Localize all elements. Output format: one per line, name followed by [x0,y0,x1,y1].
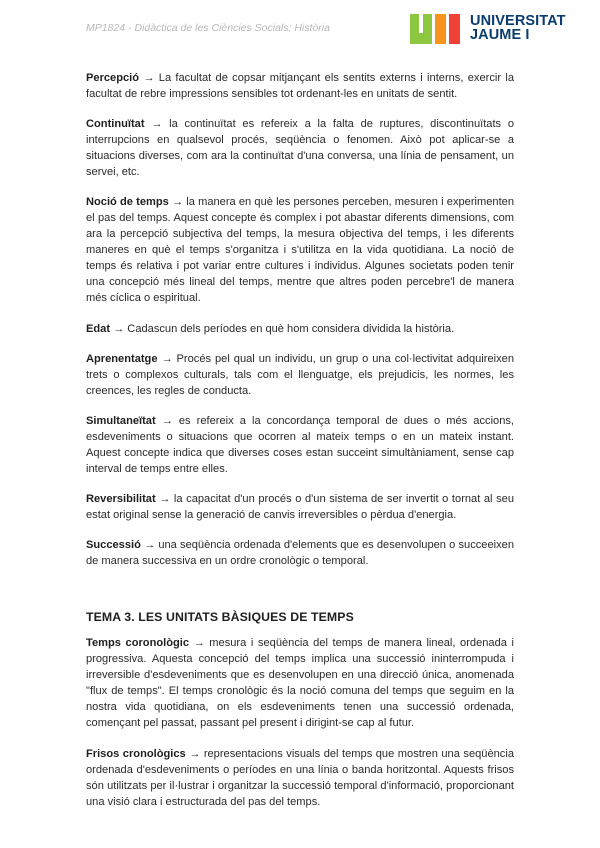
definition-term: Reversibilitat [86,493,156,506]
definition-term: Frisos cronològics [86,747,186,760]
university-logo [410,14,580,44]
definition-simultaneitat [86,413,514,477]
definition-term: Continuïtat [86,118,145,131]
logo-line-2: JAUME I [470,27,530,43]
definition-text: → la manera en què les persones perceben, mesuren i experimenten el pas del temps. Aquest concepte és complex i pot abastar diferents dimensions, com ara la percepció subjectiva del temps, la mesura objectiva del temps, i les diferents maneres en què el temps s'organitza i s'utilitza en la vida quotidiana. La noció de temps és relativa i pot variar entre cultures i individus. Algunes societats poden tenir una concepció més lineal del temps, mentre que altres poden percebre'l de manera més cíclica o espiritual. [86,196,514,305]
definition-term: Percepció [86,72,140,84]
definition-frisos-cronologics [86,746,514,810]
definition-text: → mesura i seqüència del temps de manera lineal, ordenada i progressiva. Aquesta concepció del temps implica una successió ininterrompuda i irreversible d'esdeveniments que es desenvolupen en una direcció única, anomenada "flux de temps". El temps cronològic és la noció comuna del temps que seguim en la nostra vida quotidiana, on els esdeveniments tenen una successió ordenada, començant pel passat, passant pel present i dirigint-se cap al futur. [86,637,514,730]
definition-continuitat [86,116,514,180]
definition-text: → La facultat de copsar mitjançant els sentits externs i interns, exercir la facultat de rebre impressions sensibles tot ordenant-les en unitats de sentit. [86,72,514,100]
definition-term: Noció de temps [86,196,169,209]
definition-text: → una seqüència ordenada d'elements que es desenvolupen o succeeixen de manera successiva en un ordre cronològic o temporal. [86,539,514,568]
definition-text: → la capacitat d'un procés o d'un sistema de ser invertit o tornat al seu estat original sense la generació de canvis irreversibles o pèrdua d'energia. [86,493,514,522]
definition-reversibilitat [86,491,514,523]
definition-temps-cronologic [86,635,514,731]
definition-text: → es refereix a la concordança temporal de dues o més accions, esdeveniments o situacions que ocorren al mateix temps o en un mateix instant. Aquest concepte indica que diverses coses estan succeint simultàniament, sense cap interval de temps entre elles. [86,414,514,475]
section-title: TEMA 3. LES UNITATS BÀSIQUES DE TEMPS [86,610,354,625]
definition-text: → Procés pel qual un individu, un grup o una col·lectivitat adquireixen trets o complexos culturals, tals com el llenguatge, els prejudicis, les normes, les creences, les regles de conducta. [86,352,514,397]
definition-text: → representacions visuals del temps que mostren una seqüència ordenada d'esdeveniments o períodes en una línia o banda horitzontal. Aquests frisos són utilitzats per il·lustrar i organitzar la successió temporal d'informació, proporcionant una visió clara i estructurada del pas del temps. [86,747,514,808]
logo-line-1: UNIVERSITAT [470,13,566,29]
definition-term: Simultaneïtat [86,414,156,427]
definition-text: → la continuïtat es refereix a la falta de ruptures, discontinuïtats o interrupcions en qualsevol procés, seqüència o fenomen. Això pot aplicar-se a situacions diverses, com ara la continuïtat d'una conversa, una línia de pensament, un servei, etc. [86,118,514,179]
definition-edat [86,321,514,337]
definition-text: → Cadascun dels períodes en què hom considera dividida la història. [110,322,455,335]
definition-percepcio [86,70,514,102]
definition-term: Edat [86,322,111,335]
definition-term: Aprenentatge [86,352,158,365]
definition-nocio-de-temps [86,194,514,306]
course-header: MP1824 - Didàctica de les Ciències Socials: Història [86,22,330,34]
document-body [86,70,514,824]
definition-term: Temps coronològic [86,637,190,650]
definition-term: Successió [86,539,141,552]
uji-logo-icon [410,14,466,44]
university-name [470,14,566,42]
definition-aprenentatge [86,351,514,399]
definition-successio [86,537,514,569]
